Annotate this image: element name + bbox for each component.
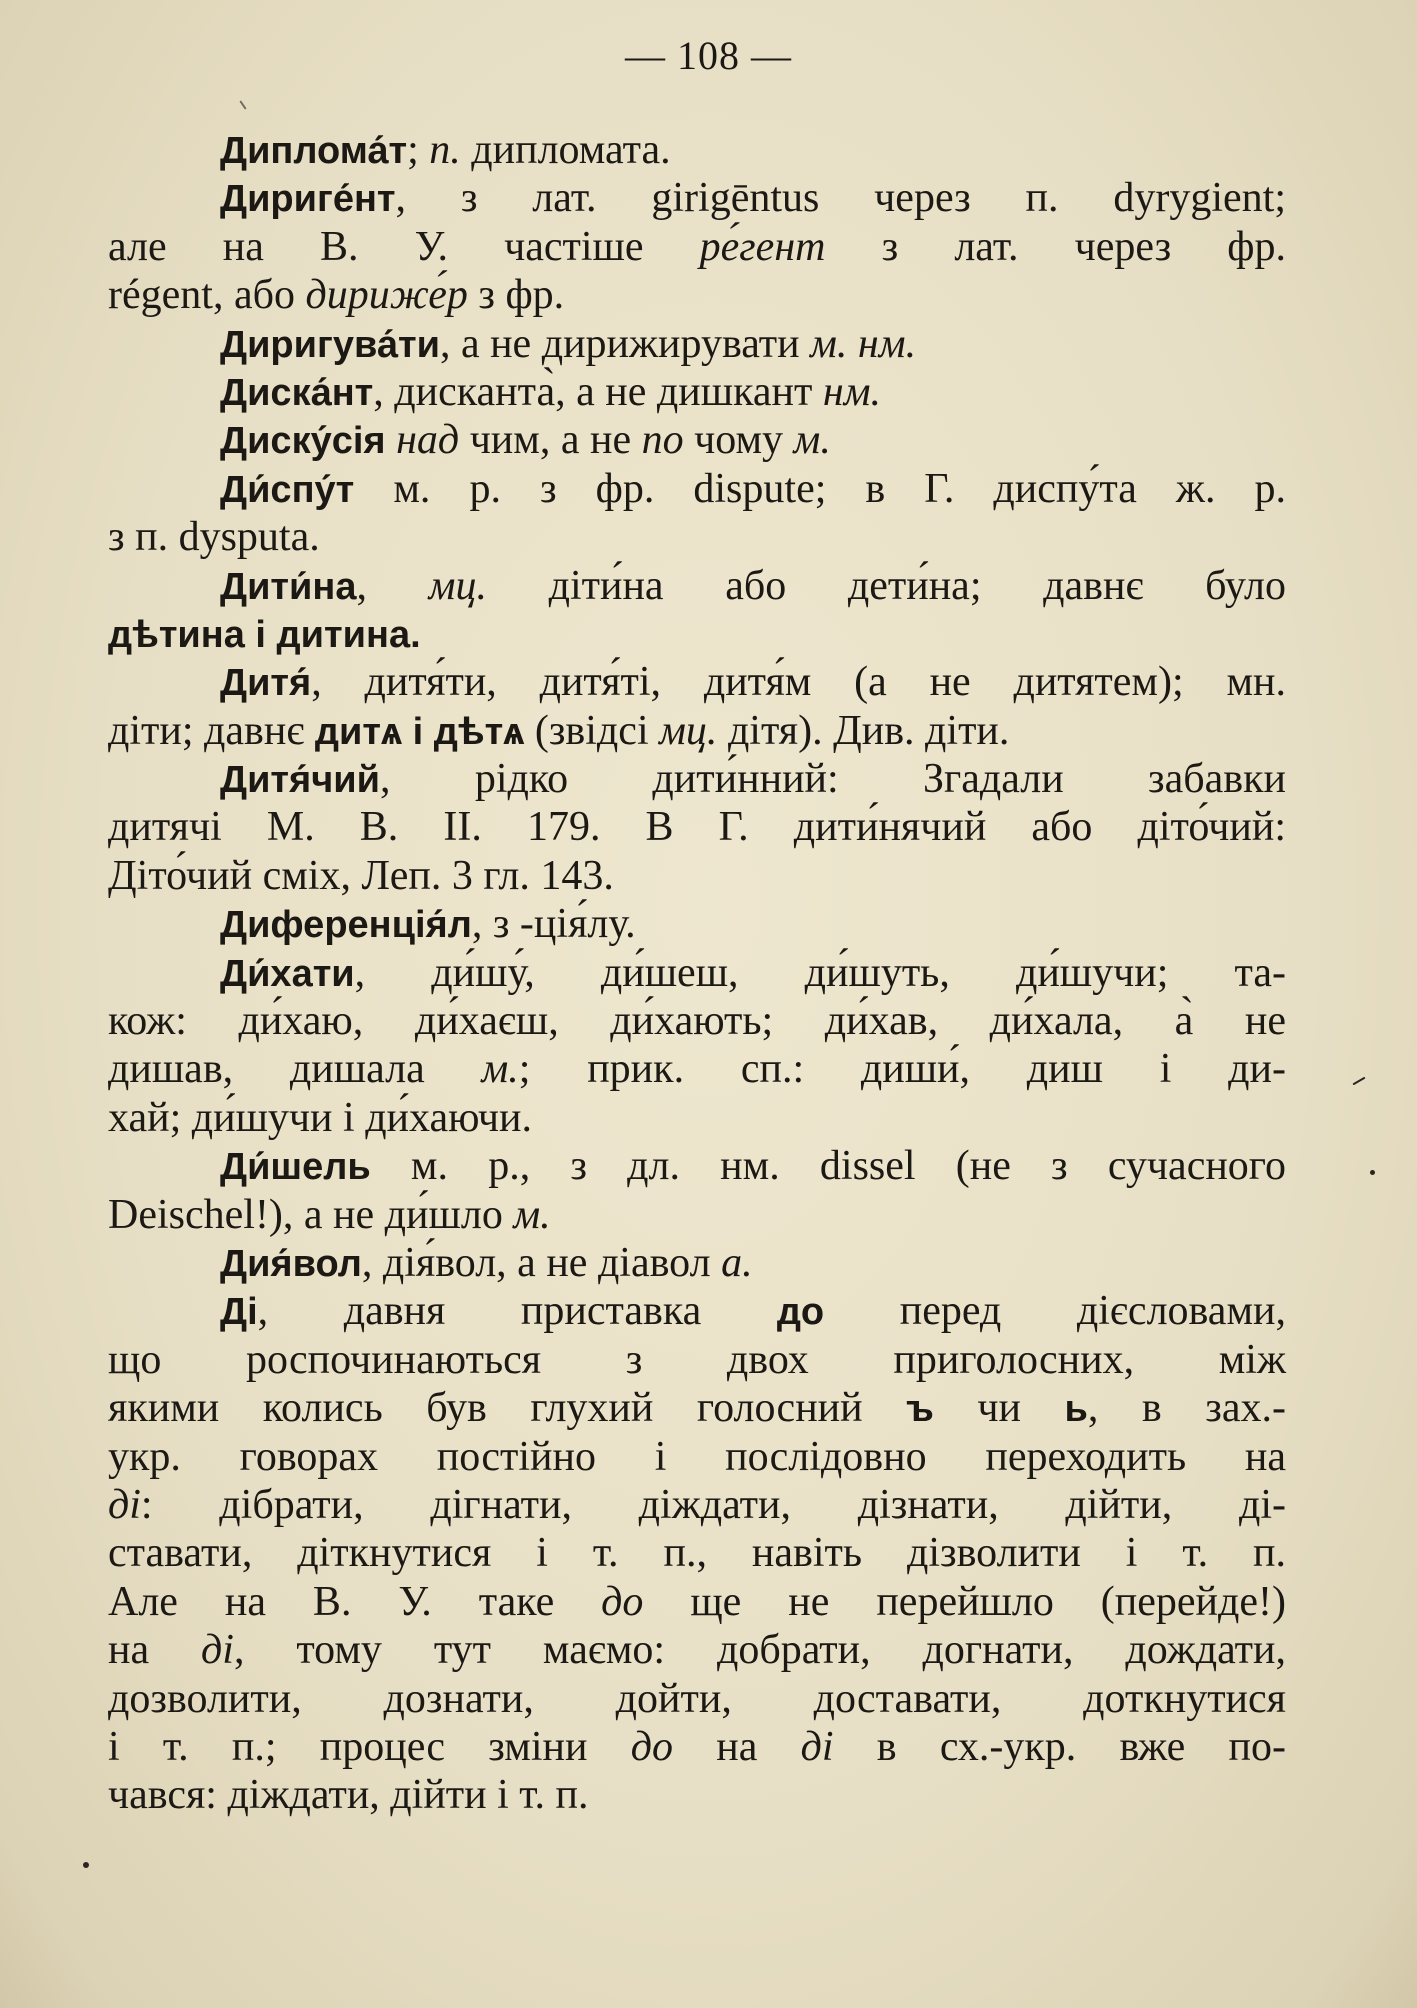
text-line — [108, 658, 1286, 706]
text-line — [108, 562, 1286, 610]
italic-text: ді — [201, 1627, 234, 1674]
body-text: з фр. — [467, 272, 565, 319]
ink-speck — [1370, 1170, 1375, 1175]
ink-speck — [239, 100, 246, 109]
italic-text: мц. — [428, 562, 487, 609]
text-line — [108, 1481, 1286, 1529]
body-text: дипломата. — [460, 127, 671, 173]
body-text: (звідсі — [524, 707, 660, 754]
dictionary-entry — [108, 658, 1286, 755]
headword-text: дитѧ і дѣтѧ — [314, 710, 525, 753]
italic-text: м. — [513, 1191, 551, 1238]
headword-text: Дия́вол — [220, 1242, 362, 1285]
headword-text: Диригува́ти — [220, 323, 440, 366]
headword-text: Диску́сія — [220, 420, 386, 463]
body-text: , в зах.- — [1087, 1385, 1286, 1432]
italic-text: м. — [481, 1046, 519, 1093]
headword-text: Дитя́ — [220, 662, 312, 705]
italic-text: над — [396, 417, 460, 464]
body-text: ще не перейшло (перейде!) — [643, 1578, 1286, 1625]
text-line — [108, 1094, 1286, 1142]
body-text: , дія́вол, а не діавол — [361, 1239, 722, 1286]
body-text: дишав, дишала — [108, 1046, 482, 1093]
italic-text: мц. — [659, 707, 718, 754]
headword-text: Дитя́чий — [220, 759, 380, 802]
dictionary-entry — [108, 416, 1286, 464]
headword-text: Ді — [220, 1291, 258, 1334]
text-line — [108, 949, 1286, 997]
headword-text: Дити́на — [220, 565, 357, 608]
headword-text: Ди́хати — [220, 952, 355, 995]
headword-text: Диференція́л — [220, 904, 472, 947]
italic-text: нм. — [822, 368, 881, 415]
text-line — [108, 1142, 1286, 1190]
dictionary-entry — [108, 368, 1286, 416]
text-line — [108, 707, 1286, 755]
text-line — [108, 1578, 1286, 1626]
body-text: чому — [683, 417, 794, 464]
body-text: Deischel!), а не ди́шло — [108, 1191, 514, 1238]
italic-text: п. — [429, 127, 461, 173]
dictionary-entry — [108, 900, 1286, 948]
italic-text: ді — [800, 1723, 834, 1770]
text-line — [108, 803, 1286, 851]
dictionary-entry — [108, 1287, 1286, 1819]
italic-text: по — [641, 417, 684, 464]
body-text: з лат. через фр. — [825, 223, 1287, 270]
headword-text: Дириге́нт — [220, 178, 396, 221]
text-line — [108, 416, 1286, 464]
text-line — [108, 1675, 1286, 1723]
text-line — [108, 1336, 1286, 1384]
text-line — [108, 1433, 1286, 1481]
dictionary-entry — [108, 174, 1286, 319]
dictionary-entry — [108, 1239, 1286, 1287]
body-text: перед дієсловами, — [824, 1288, 1286, 1335]
body-text: хай; ди́шучи і ди́хаючи. — [108, 1094, 532, 1141]
body-text — [386, 417, 397, 463]
text-line — [108, 174, 1286, 222]
text-line — [108, 755, 1286, 803]
headword-text: дѣтина і дитина. — [108, 613, 421, 656]
headword-text: до — [776, 1291, 825, 1334]
body-text: , — [356, 562, 429, 609]
italic-text: м. — [793, 417, 831, 464]
text-line — [108, 271, 1286, 319]
italic-text: м. нм. — [810, 320, 917, 367]
body-text: , давня приставка — [257, 1288, 777, 1335]
body-text: на — [108, 1627, 202, 1674]
text-line — [108, 126, 1286, 174]
text-line — [108, 610, 1286, 658]
text-line — [108, 1771, 1286, 1819]
dictionary-entry — [108, 949, 1286, 1143]
italic-text: дириже́р — [305, 272, 468, 319]
italic-text: до — [630, 1723, 673, 1770]
text-line — [108, 1626, 1286, 1674]
italic-text: до — [601, 1578, 644, 1625]
dictionary-entry — [108, 562, 1286, 659]
body-text: дітя). Див. діти. — [717, 707, 1010, 754]
body-text: кож: ди́хаю, ди́хаєш, ди́хають; ди́хав, ди́хала, а̀ не — [108, 998, 1286, 1045]
body-text: , рідко дити́нний: Згадали забавки — [380, 756, 1286, 803]
text-line — [108, 1239, 1286, 1287]
text-line — [108, 1384, 1286, 1432]
body-text: м. р. з фр. dispute; в Г. диспу́та ж. р. — [354, 465, 1286, 512]
body-text: що роспочинаються з двох приголосних, між — [108, 1336, 1286, 1383]
body-text: Але на В. У. таке — [108, 1578, 602, 1625]
page-number: — 108 — — [625, 33, 792, 78]
body-text: з п. dysputa. — [108, 514, 320, 561]
ink-speck — [83, 1862, 89, 1868]
dictionary-text-column — [108, 126, 1286, 1820]
italic-text: ді — [108, 1481, 141, 1528]
text-line — [108, 223, 1286, 271]
body-text: , з -ція́лу. — [471, 901, 636, 948]
body-text: ; — [407, 127, 430, 173]
body-text: , дитя́ти, дитя́ті, дитя́м (а не дитятем); мн. — [311, 659, 1286, 706]
dictionary-entry — [108, 1142, 1286, 1239]
body-text: діти́на або дети́на; давнє було — [486, 562, 1286, 609]
body-text: але на В. У. частіше — [108, 223, 700, 270]
headword-text: Диплома́т — [220, 130, 408, 172]
dictionary-entry — [108, 465, 1286, 562]
body-text: діти; давнє — [108, 707, 315, 754]
body-text: якими колись був глухий голосний — [108, 1385, 907, 1432]
italic-text: ре́гент — [699, 223, 826, 270]
body-text: , а не дирижирувати — [439, 320, 811, 367]
text-line — [108, 1191, 1286, 1239]
body-text: , тому тут маємо: добрати, догнати, дождати, — [233, 1627, 1286, 1674]
headword-text: ъ — [906, 1388, 934, 1431]
body-text: м. р., з дл. нм. dissel (не з сучасного — [370, 1143, 1286, 1190]
body-text: ; прик. сп.: диши́, диш і ди- — [518, 1046, 1286, 1093]
body-text: чи — [933, 1385, 1065, 1432]
headword-text: Ди́шель — [220, 1146, 371, 1189]
headword-text: ь — [1064, 1388, 1088, 1431]
text-line — [108, 852, 1286, 900]
text-line — [108, 997, 1286, 1045]
dictionary-entry — [108, 320, 1286, 368]
body-text: ставати, діткнутися і т. п., навіть дізволити і т. п. — [108, 1530, 1286, 1577]
text-line — [108, 320, 1286, 368]
body-text: на — [672, 1723, 801, 1770]
text-line — [108, 1723, 1286, 1771]
body-text: дитячі М. В. II. 179. В Г. дити́нячий або діто́чий: — [108, 804, 1286, 851]
ink-mark — [1352, 1077, 1365, 1086]
headword-text: Диска́нт — [220, 371, 374, 414]
body-text: чався: діждати, дійти і т. п. — [108, 1772, 589, 1819]
text-line — [108, 1529, 1286, 1577]
text-line — [108, 900, 1286, 948]
dictionary-entry — [108, 755, 1286, 900]
headword-text: Ди́спу́т — [220, 468, 355, 511]
body-text: дозволити, дознати, дойти, доставати, доткнутися — [108, 1675, 1286, 1722]
text-line — [108, 513, 1286, 561]
body-text: укр. говорах постійно і послідовно переходить на — [108, 1433, 1286, 1480]
body-text: , ди́шу́, ди́шеш, ди́шуть, ди́шучи; та- — [354, 949, 1286, 996]
dictionary-entry — [108, 126, 1286, 174]
text-line — [108, 1045, 1286, 1093]
text-line — [108, 465, 1286, 513]
text-line — [108, 1287, 1286, 1335]
body-text: і т. п.; процес зміни — [108, 1723, 631, 1770]
text-line — [108, 368, 1286, 416]
italic-text: а. — [721, 1239, 753, 1286]
body-text: régent, або — [108, 272, 306, 319]
body-text: : дібрати, дігнати, діждати, дізнати, дійти, ді- — [140, 1481, 1286, 1528]
body-text: чим, а не — [459, 417, 642, 464]
body-text: Діто́чий сміх, Леп. 3 гл. 143. — [108, 852, 614, 899]
body-text: в сх.-укр. вже по- — [833, 1723, 1286, 1770]
body-text: , дисканта̀, а не дишкант — [373, 368, 823, 415]
body-text: , з лат. girigēntus через п. dyrygient; — [395, 175, 1286, 222]
